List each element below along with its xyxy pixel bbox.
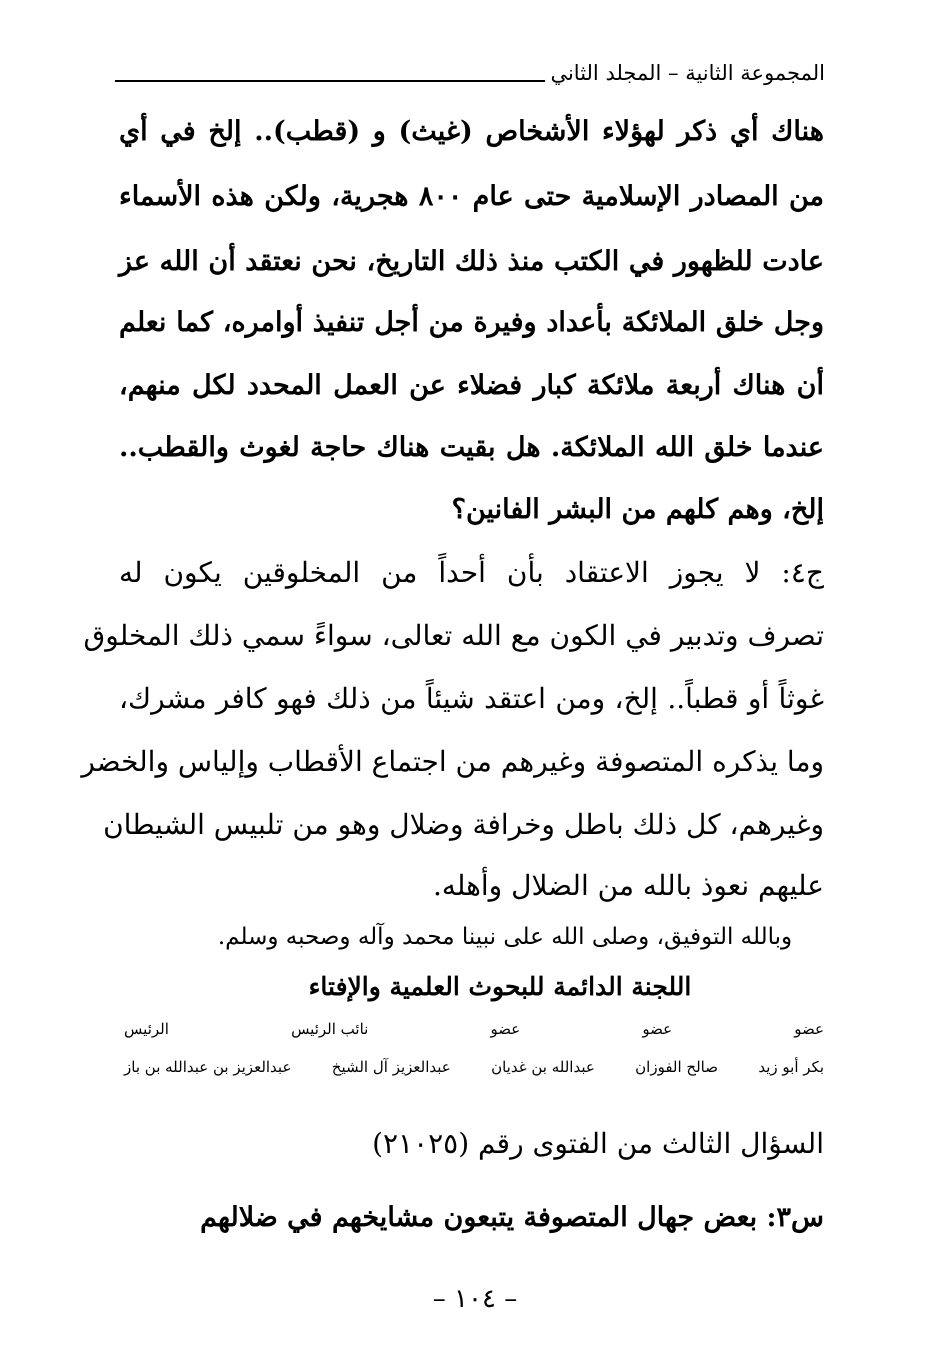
question-line: من المصادر الإسلامية حتى عام ٨٠٠ هجرية، ولكن هذه الأسماء: [119, 181, 824, 212]
answer-line: وما يذكره المتصوفة وغيرهم من اجتماع الأقطاب وإلياس والخضر: [81, 745, 824, 778]
question-line: إلخ، وهم كلهم من البشر الفانين؟: [451, 494, 824, 525]
signatory-title: عضو: [794, 1020, 824, 1038]
signatory-name: بكر أبو زيد: [758, 1058, 824, 1076]
next-question: س٣: بعض جهال المتصوفة يتبعون مشايخهم في ضلالهم: [200, 1202, 824, 1233]
signatory-title: نائب الرئيس: [291, 1020, 369, 1038]
question-line: هناك أي ذكر لهؤلاء الأشخاص (غيث) و (قطب).. إلخ في أي: [119, 116, 824, 147]
signatory-title: عضو: [490, 1020, 521, 1038]
committee-name: اللجنة الدائمة للبحوث العلمية والإفتاء: [308, 972, 692, 1001]
question-line: وجل خلق الملائكة بأعداد وفيرة من أجل تنفيذ أوامره، كما نعلم: [119, 307, 824, 338]
signatory-title: عضو: [642, 1020, 673, 1038]
answer-line: عليهم نعوذ بالله من الضلال وأهله.: [432, 869, 824, 902]
signatory-names: [124, 1058, 824, 1076]
signatory-title: الرئيس: [124, 1020, 169, 1038]
signatory-name: عبدالعزيز آل الشيخ: [331, 1058, 451, 1076]
signatory-titles: [124, 1020, 824, 1038]
running-header: المجموعة الثانية – المجلد الثاني: [550, 61, 825, 85]
answer-line: تصرف وتدبير في الكون مع الله تعالى، سواءً سمي ذلك المخلوق: [83, 619, 824, 652]
page-number: – ١٠٤ –: [432, 1284, 518, 1314]
header-rule: [115, 80, 545, 82]
section-heading: السؤال الثالث من الفتوى رقم (٢١٠٢٥): [372, 1127, 824, 1160]
answer-line: غوثاً أو قطباً.. إلخ، ومن اعتقد شيئاً من ذلك فهو كافر مشرك،: [119, 682, 824, 715]
question-line: عندما خلق الله الملائكة. هل بقيت هناك حاجة لغوث والقطب..: [119, 432, 824, 463]
signatory-name: صالح الفوزان: [635, 1058, 718, 1076]
signatory-name: عبدالله بن غديان: [491, 1058, 595, 1076]
signatory-name: عبدالعزيز بن عبدالله بن باز: [124, 1058, 292, 1076]
question-line: أن هناك أربعة ملائكة كبار فضلاء عن العمل المحدد لكل منهم،: [119, 370, 824, 401]
answer-line: ج٤: لا يجوز الاعتقاد بأن أحداً من المخلوقين يكون له: [119, 556, 824, 589]
closing-line: وبالله التوفيق، وصلى الله على نبينا محمد وآله وصحبه وسلم.: [217, 924, 793, 950]
answer-line: وغيرهم، كل ذلك باطل وخرافة وضلال وهو من تلبيس الشيطان: [103, 808, 824, 841]
question-line: عادت للظهور في الكتب منذ ذلك التاريخ، نحن نعتقد أن الله عز: [119, 246, 824, 277]
